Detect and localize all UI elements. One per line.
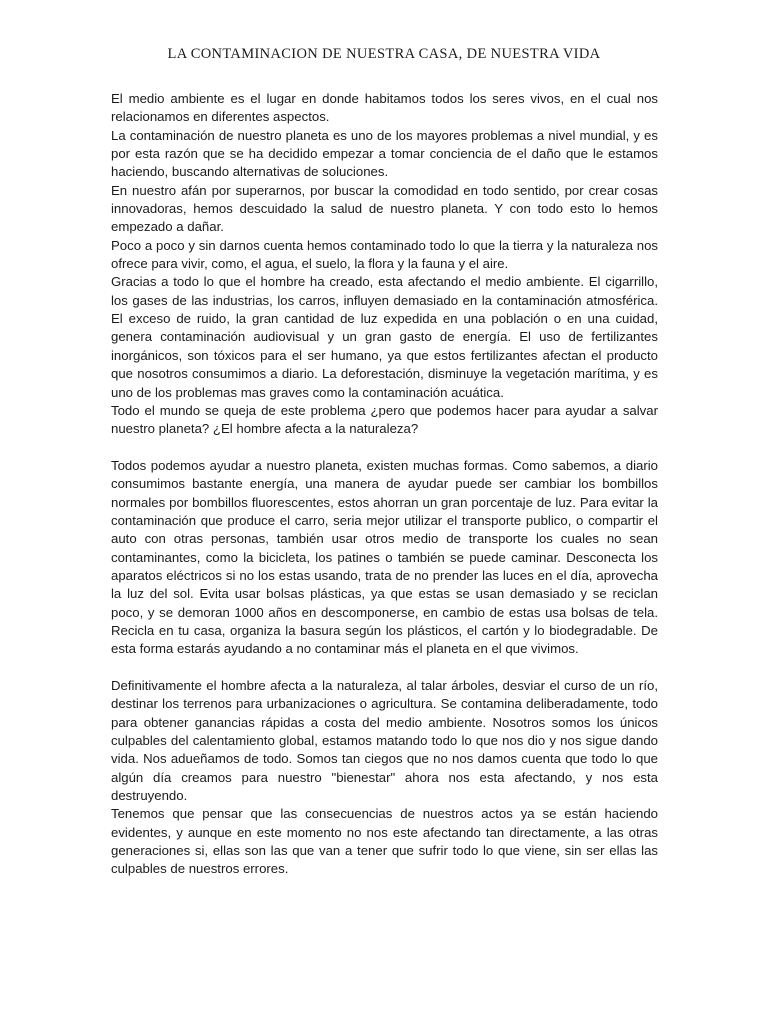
text-line-group: Definitivamente el hombre afecta a la naturaleza, al talar árboles, desviar el curso de un río, destinar los terrenos para urbanizaciones o agricultura. Se contamina deliberadamente, todo para obtener ganancias rápidas a costa del medio ambiente. Nosotros somos los únicos culpables del calentamiento global, estamos matando todo lo que nos dio y nos sigue dando vida. Nos adueñamos de todo. Somos tan ciegos que no nos damos cuenta que todo lo que algún día creamos para nuestro "bienestar" ahora nos esta afectando, y nos esta destruyendo.: [111, 678, 658, 804]
text-line-group: Todos podemos ayudar a nuestro planeta, existen muchas formas. Como sabemos, a diario consumimos bastante energía, una manera de ayudar puede ser cambiar los bombillos normales por bombillos fluorescentes, estos ahorran un gran porcentaje de luz. Para evitar la contaminación que produce el carro, seria mejor utilizar el transporte publico, o compartir el auto con otras personas, también usar otros medio de transporte los cuales no sean contaminantes, como la bicicleta, los patines o también se puede caminar. Desconecta los aparatos eléctricos si no los estas usando, trata de no prender las luces en el día, aprovecha la luz del sol. Evita usar bolsas plásticas, ya que estas se usan demasiado y se reciclan poco, y se demoran 1000 años en descomponerse, en cambio de estas usa bolsas de tela. Recicla en tu casa, organiza la basura según los plásticos, el cartón y lo biodegradable. De esta forma estarás ayudando a no contaminar más el planeta en el que vivimos.: [111, 457, 658, 657]
text-line-group: Gracias a todo lo que el hombre ha creado, esta afectando el medio ambiente. El cigarrillo, los gases de las industrias, los carros, influyen demasiado en la contaminación atmosférica. El exceso de ruido, la gran cantidad de luz expedida en una población o en una cuidad, genera contaminación audiovisual y un gran gasto de energía. El uso de fertilizantes inorgánicos, son tóxicos para el ser humano, ya que estos fertilizantes afectan el producto que nosotros consumimos a diario. La deforestación, disminuye la vegetación marítima, y es uno de los problemas mas graves como la contaminación acuática.: [111, 274, 658, 400]
text-line-group: La contaminación de nuestro planeta es uno de los mayores problemas a nivel mundial, y es por esta razón que se ha decidido empezar a tomar conciencia de el daño que le estamos haciendo, buscando alternativas de soluciones.: [111, 127, 658, 180]
document-body: [111, 90, 658, 879]
text-line-group: El medio ambiente es el lugar en donde habitamos todos los seres vivos, en el cual nos relacionamos en diferentes aspectos.: [111, 91, 658, 125]
paragraph-block: [111, 457, 658, 659]
paragraph-block: [111, 677, 658, 879]
text-line-group: Todo el mundo se queja de este problema ¿pero que podemos hacer para ayudar a salvar nuestro planeta? ¿El hombre afecta a la naturaleza?: [111, 402, 658, 437]
text-line-group: Poco a poco y sin darnos cuenta hemos contaminado todo lo que la tierra y la naturaleza nos ofrece para vivir, como, el agua, el suelo, la flora y la fauna y el aire.: [111, 237, 658, 272]
paragraph-block: [111, 90, 658, 439]
text-line-group: Tenemos que pensar que las consecuencias de nuestros actos ya se están haciendo evidentes, y aunque en este momento no nos este afectando tan directamente, a las otras generaciones si, ellas son las que van a tener que sufrir todo lo que viene, sin ser ellas las culpables de nuestros errores.: [111, 806, 658, 877]
text-line-group: En nuestro afán por superarnos, por buscar la comodidad en todo sentido, por crear cosas innovadoras, hemos descuidado la salud de nuestro planeta. Y con todo esto lo hemos empezado a dañar.: [111, 182, 658, 235]
page-title: LA CONTAMINACION DE NUESTRA CASA, DE NUESTRA VIDA: [167, 46, 601, 62]
